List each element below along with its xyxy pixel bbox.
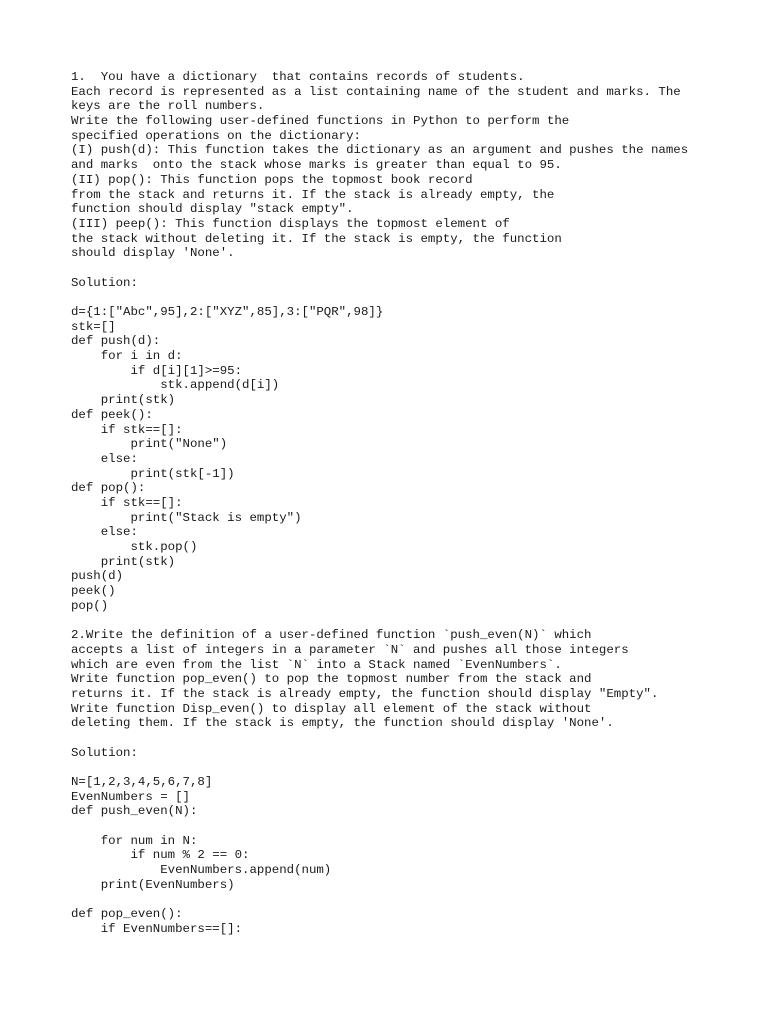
code-line: stk=[] (71, 319, 116, 334)
code-line: N=[1,2,3,4,5,6,7,8] (71, 775, 213, 789)
code-line: peek() (71, 584, 116, 599)
code-line: print(stk) (71, 554, 176, 569)
code-line: EvenNumbers.append(num) (71, 863, 332, 878)
code-line: pop() (71, 598, 109, 613)
text-line: Write the following user-defined functions in Python to perform the (71, 114, 570, 129)
text-line: (III) peep(): This function displays the topmost element of (71, 216, 510, 231)
text-line: function should display "stack empty". (71, 202, 354, 217)
code-line: for i in d: (71, 349, 183, 364)
text-line: 1. You have a dictionary that contains records of students. (71, 70, 525, 84)
text-line: keys are the roll numbers. (71, 99, 265, 114)
code-line: print(EvenNumbers) (71, 877, 235, 892)
code-line: def push_even(N): (71, 804, 198, 819)
blank-line (71, 731, 688, 746)
code-line: if num % 2 == 0: (71, 848, 250, 863)
code-line: print(stk) (71, 393, 176, 408)
text-line: specified operations on the dictionary: (71, 128, 361, 143)
code-line: for num in N: (71, 833, 198, 848)
text-line: 2.Write the definition of a user-defined function `push_even(N)` which (71, 628, 592, 643)
code-line: def pop_even(): (71, 907, 183, 922)
code-line: else: (71, 525, 138, 540)
text-line: Write function pop_even() to pop the topmost number from the stack and (71, 672, 592, 687)
code-line: stk.pop() (71, 540, 198, 554)
blank-line (71, 261, 688, 276)
code-line: if EvenNumbers==[]: (71, 921, 243, 936)
blank-line (71, 893, 688, 908)
code-line: def pop(): (71, 481, 146, 496)
document-text (71, 70, 688, 937)
solution-heading: Solution: (71, 745, 138, 760)
blank-line (71, 819, 688, 834)
code-line: EvenNumbers = [] (71, 789, 190, 804)
text-line: should display 'None'. (71, 246, 235, 261)
code-line: d={1:["Abc",95],2:["XYZ",85],3:["PQR",98]} (71, 305, 384, 319)
text-line: from the stack and returns it. If the stack is already empty, the (71, 187, 555, 202)
text-line: Each record is represented as a list containing name of the student and marks. The (71, 84, 681, 99)
code-line: def peek(): (71, 407, 153, 422)
code-line: stk.append(d[i]) (71, 378, 280, 393)
code-line: else: (71, 451, 138, 466)
solution-heading: Solution: (71, 275, 138, 290)
text-line: the stack without deleting it. If the stack is empty, the function (71, 231, 562, 246)
code-line: if stk==[]: (71, 495, 183, 510)
text-line: and marks onto the stack whose marks is greater than equal to 95. (71, 158, 562, 173)
code-line: push(d) (71, 569, 124, 584)
blank-line (71, 290, 688, 305)
text-line: (I) push(d): This function takes the dictionary as an argument and pushes the names (71, 143, 689, 158)
text-line: Write function Disp_even() to display all element of the stack without (71, 701, 592, 716)
text-line: deleting them. If the stack is empty, the function should display 'None'. (71, 716, 614, 731)
code-line: if stk==[]: (71, 422, 183, 437)
blank-line (71, 760, 688, 775)
text-line: returns it. If the stack is already empty, the function should display "Empty". (71, 686, 659, 701)
text-line: accepts a list of integers in a parameter `N` and pushes all those integers (71, 642, 629, 657)
code-line: if d[i][1]>=95: (71, 363, 243, 378)
blank-line (71, 613, 688, 628)
text-line: (II) pop(): This function pops the topmost book record (71, 172, 473, 187)
code-line: print(stk[-1]) (71, 466, 235, 481)
text-line: which are even from the list `N` into a Stack named `EvenNumbers`. (71, 657, 562, 672)
code-line: print("Stack is empty") (71, 510, 302, 525)
code-line: def push(d): (71, 334, 161, 349)
code-line: print("None") (71, 437, 228, 452)
